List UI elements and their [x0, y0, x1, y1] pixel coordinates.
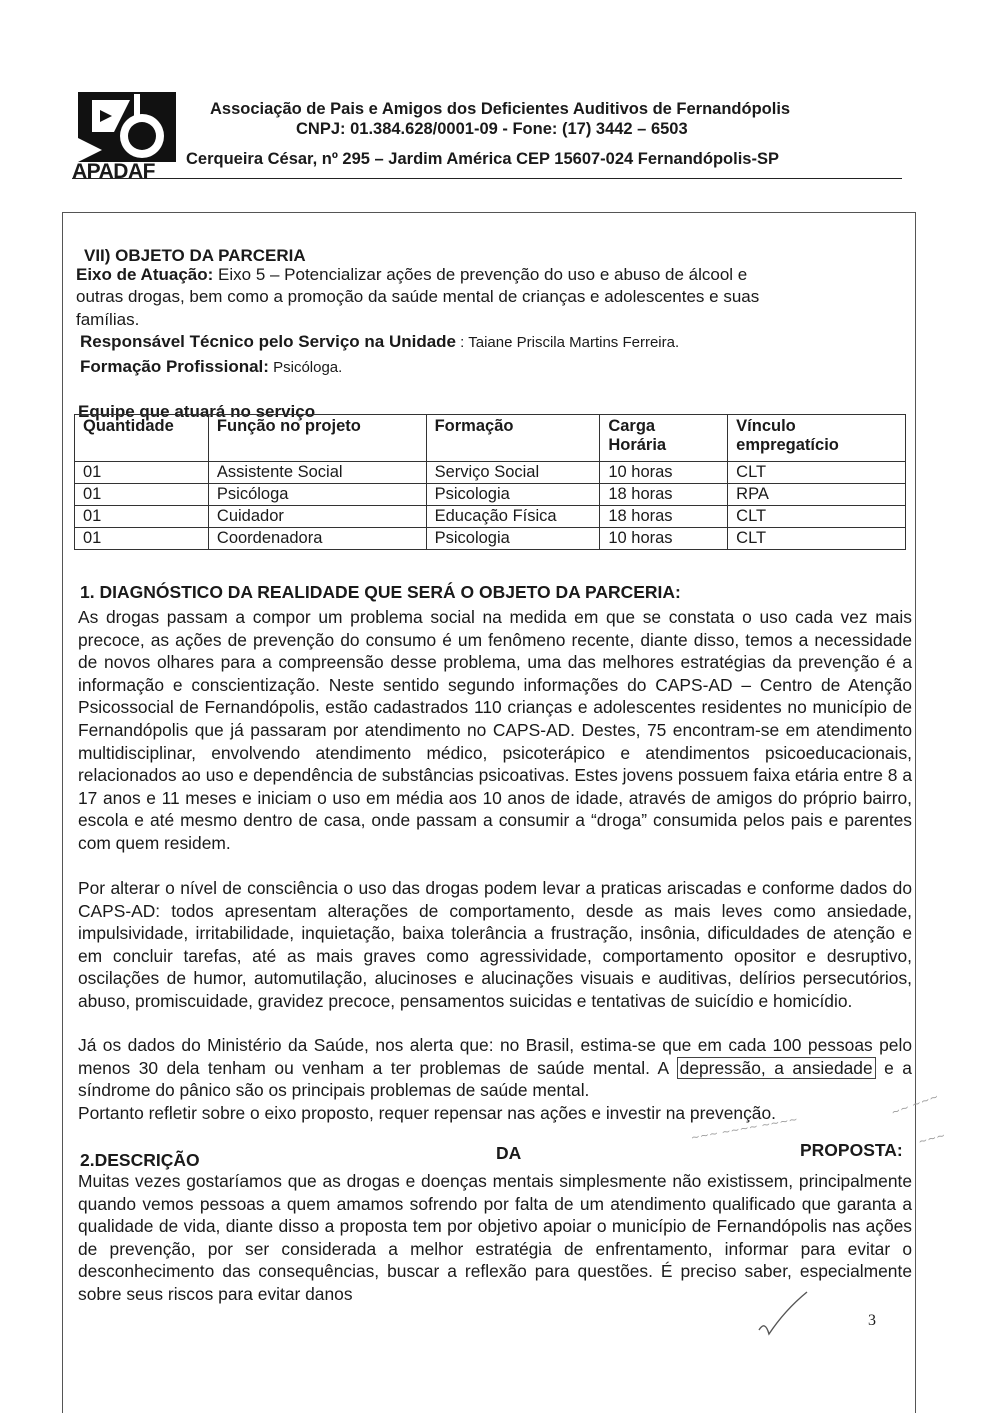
cnpj-phone: CNPJ: 01.384.628/0001-09 - Fone: (17) 3442 – 6503 [296, 120, 688, 138]
header-bond-line-1: Vínculo [736, 417, 796, 435]
diagnosis-paragraph-4: Portanto refletir sobre o eixo proposto, requer repensar nas ações e investir na prevenção. [78, 1103, 776, 1123]
axis-value: Eixo 5 – Potencializar ações de prevenção do uso e abuso de álcool e [213, 265, 748, 284]
axis-line-2: outras drogas, bem como a promoção da saúde mental de crianças e adolescentes e suas [76, 287, 760, 306]
axis-label: Eixo de Atuação: [76, 265, 214, 284]
cell-quantity: 01 [75, 462, 209, 484]
header-hours-line-1: Carga [608, 417, 656, 435]
table-row [75, 506, 906, 528]
cell-quantity: 01 [75, 506, 209, 528]
diagnosis-paragraph-1: As drogas passam a compor um problema social na medida em que se constata o uso cada vez mais precoce, as ações de prevenção do consumo é um fenômeno recente, diante disso, temos a necessidade de novos olhares para a compreensão desse problema, uma das melhores estratégias da prevenção é a informação e conscientização. Neste sentido segundo informações do CAPS-AD – Centro de Atenção Psicossocial de Fernandópolis, estão cadastrados 110 crianças e adolescentes residentes no município de Fernandópolis que já passaram por atendimento no CAPS-AD. Destes, 75 encontram-se em atendimento multidisciplinar, envolvendo atendimento médico, psicoterápico e atendimentos psicoeducacionais, relacionados ao uso e dependência de substâncias psicoativas. Estes jovens possuem faixa etária entre 8 a 17 anos e 11 meses e iniciam o uso em média aos 10 anos de idade, através de amigos do próprio bairro, escola e até mesmo dentro de casa, onde passam a consumir a “droga” consumida pelos pais e parentes com quem residem. [78, 607, 912, 853]
cell-hours: 10 horas [600, 462, 728, 484]
axis-line-1 [76, 265, 747, 285]
cell-role: Coordenadora [208, 528, 426, 550]
professional-formation [80, 357, 342, 378]
description-title-part-2: DA [496, 1143, 522, 1163]
paragraph-3-start: Já os dados do Ministério da Saúde, nos alerta que: no Brasil, estima-se que em cada 100 pessoas pelo menos 30 dela tenham ou venham a ter problemas de saúde mental. A [78, 1035, 912, 1078]
address: Cerqueira César, nº 295 – Jardim América CEP 15607-024 Fernandópolis-SP [186, 150, 779, 168]
team-table [74, 414, 906, 550]
cell-quantity: 01 [75, 484, 209, 506]
cell-bond: CLT [728, 506, 906, 528]
handwritten-note-icon: ~~~ ~~~~ ~~~~ [689, 1112, 799, 1145]
description-paragraph: Muitas vezes gostaríamos que as drogas e doenças mentais simplesmente não existissem, principalmente quando vemos pessoas a quem amamos sofrendo por falta de um atendimento qualificado que garanta a qualidade de vida, diante disso a proposta tem por objetivo apoiar o município de Fernandópolis nas ações de prevenção, por ser considerada a melhor estratégia de enfrentamento, informar para evitar o desconhecimento das consequências, buscar a reflexão para questões. É preciso saber, especialmente sobre seus riscos para evitar danos [78, 1171, 912, 1304]
diagnosis-paragraph-2: Por alterar o nível de consciência o uso das drogas podem levar a praticas ariscadas e conforme dados do CAPS-AD: todos apresentam alterações de comportamento, desde as mais leves como ansiedade, impulsividade, irritabilidade, inquietação, baixa tolerância a frustração, insônia, dificuldades de atenção e em concluir tarefas, até as mais graves como agressividade, comportamento opositor e desruptivo, oscilações de humor, automutilação, alucinoses e alucinações visuais e auditivas, delírios persecutórios, abuso, promiscuidade, gravidez precoce, pensamentos suicidas e tentativas de suicídio e homicídio. [78, 878, 912, 1011]
cell-bond: CLT [728, 528, 906, 550]
highlighted-text: depressão, a ansiedade [677, 1057, 876, 1079]
cell-training: Serviço Social [426, 462, 600, 484]
diagnosis-paragraph-3 [78, 1034, 912, 1102]
technical-responsible [80, 332, 679, 353]
page-number: 3 [868, 1312, 876, 1329]
formation-value: Psicóloga. [268, 359, 343, 376]
technical-label: Responsável Técnico pelo Serviço na Unidade [80, 332, 457, 351]
table-header-row [75, 415, 906, 462]
header-training: Formação [426, 415, 600, 462]
axis-line-3: famílias. [76, 310, 140, 329]
cell-role: Assistente Social [208, 462, 426, 484]
table-row [75, 462, 906, 484]
description-title-part-3: PROPOSTA: [800, 1140, 903, 1160]
diagnosis-title: 1. DIAGNÓSTICO DA REALIDADE QUE SERÁ O OBJETO DA PARCERIA: [80, 582, 681, 602]
header-divider [72, 178, 902, 179]
formation-label: Formação Profissional: [80, 357, 269, 376]
header-role: Função no projeto [208, 415, 426, 462]
cell-training: Psicologia [426, 528, 600, 550]
handwritten-checkmark-icon [755, 1290, 815, 1340]
header-bond [728, 415, 906, 462]
header-quantity: Quantidade [75, 415, 209, 462]
logo-text: APADAF [72, 160, 155, 183]
cell-role: Cuidador [208, 506, 426, 528]
header-hours [600, 415, 728, 462]
cell-bond: RPA [728, 484, 906, 506]
handwritten-note-icon: ~~~ [916, 1128, 947, 1149]
cell-hours: 10 horas [600, 528, 728, 550]
team-title: Equipe que atuará no serviço [78, 402, 316, 421]
cell-role: Psicóloga [208, 484, 426, 506]
paragraph-3-end: e a síndrome do pânico são os principais problemas de saúde mental. [78, 1057, 912, 1101]
cell-bond: CLT [728, 462, 906, 484]
cell-training: Educação Física [426, 506, 600, 528]
cell-hours: 18 horas [600, 506, 728, 528]
table-row [75, 528, 906, 550]
section-title: VII) OBJETO DA PARCERIA [84, 246, 306, 265]
table-row [75, 484, 906, 506]
header-bond-line-2: empregatício [736, 436, 839, 454]
cell-hours: 18 horas [600, 484, 728, 506]
technical-value: : Taiane Priscila Martins Ferreira. [456, 334, 680, 351]
header-hours-line-2: Horária [608, 436, 667, 454]
cell-training: Psicologia [426, 484, 600, 506]
organization-name: Associação de Pais e Amigos dos Deficientes Auditivos de Fernandópolis [210, 100, 791, 118]
description-title-part-1: 2.DESCRIÇÃO [80, 1150, 200, 1170]
cell-quantity: 01 [75, 528, 209, 550]
handwritten-note-icon: ~~ ~~~ [889, 1089, 941, 1120]
